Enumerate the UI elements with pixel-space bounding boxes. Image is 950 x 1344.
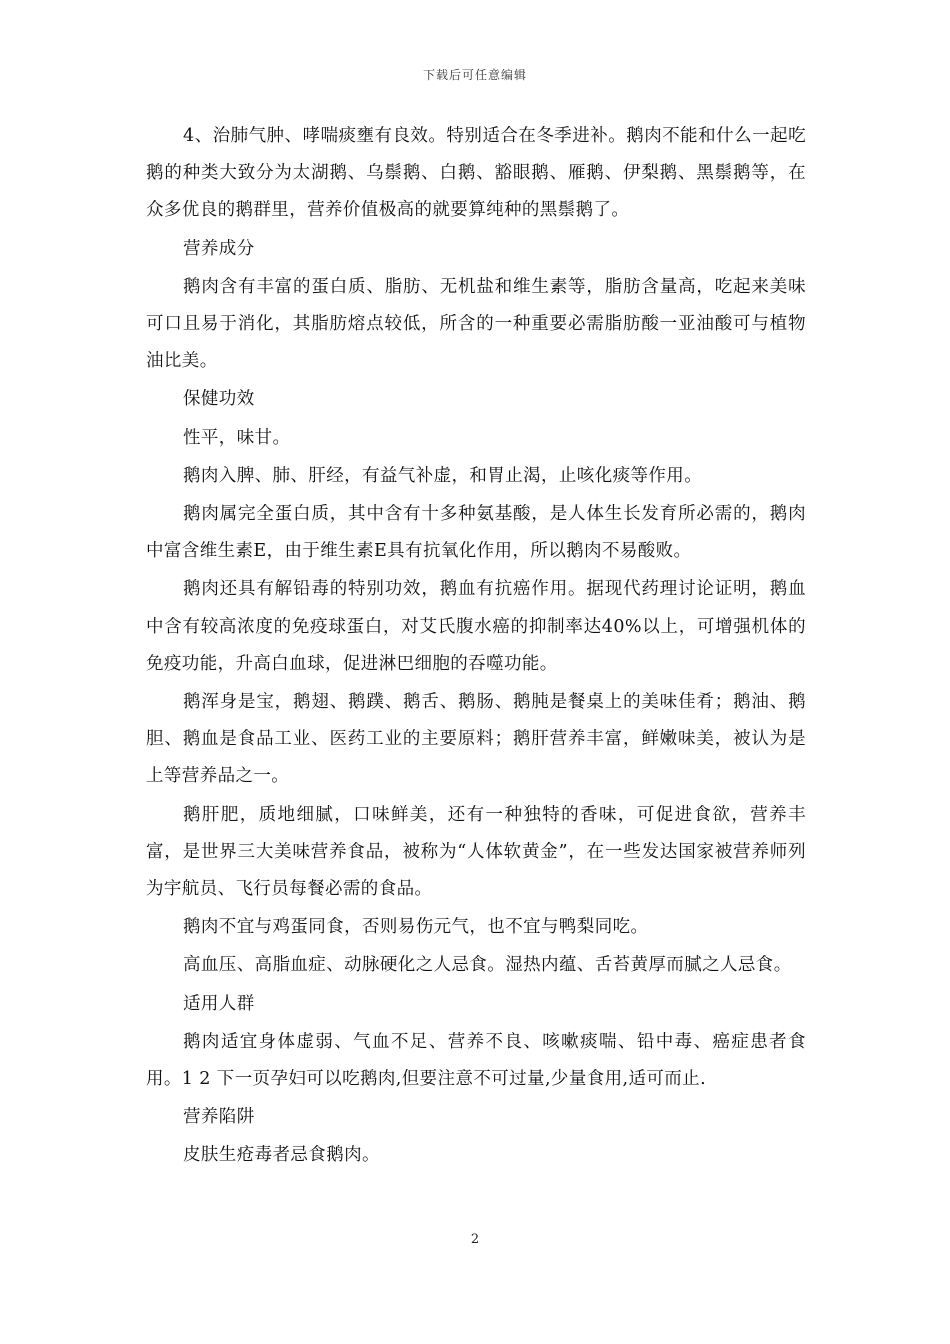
document-body <box>146 118 806 1176</box>
section-heading: 营养陷阱 <box>183 1107 255 1128</box>
page-header: 下载后可任意编辑 <box>422 68 527 82</box>
paragraph: 性平，味甘。 <box>183 427 291 448</box>
paragraph: 4、治肺气肿、哮喘痰壅有良效。特别适合在冬季进补。鹅肉不能和什么一起吃鹅的种类大致分为太湖鹅、乌鬃鹅、白鹅、豁眼鹅、雁鹅、伊梨鹅、黑鬃鹅等，在众多优良的鹅群里，营养价值极高的就要算纯种的黑鬃鹅了。 <box>146 126 806 221</box>
paragraph: 鹅肉属完全蛋白质，其中含有十多种氨基酸，是人体生长发育所必需的，鹅肉中富含维生素E，由于维生素E具有抗氧化作用，所以鹅肉不易酸败。 <box>146 504 806 562</box>
paragraph: 鹅肉还具有解铅毒的特别功效，鹅血有抗癌作用。据现代药理讨论证明，鹅血中含有较高浓度的免疫球蛋白，对艾氏腹水癌的抑制率达40%以上，可增强机体的免疫功能，升高白血球，促进淋巴细胞的吞噬功能。 <box>146 579 806 674</box>
section-heading: 适用人群 <box>183 993 255 1014</box>
paragraph: 鹅肉不宜与鸡蛋同食，否则易伤元气，也不宜与鸭梨同吃。 <box>183 917 649 938</box>
section-heading: 保健功效 <box>183 389 255 410</box>
paragraph: 鹅肉入脾、肺、肝经，有益气补虚，和胃止渴，止咳化痰等作用。 <box>183 465 703 486</box>
paragraph: 皮肤生疮毒者忌食鹅肉。 <box>183 1145 380 1166</box>
paragraph: 鹅肉适宜身体虚弱、气血不足、营养不良、咳嗽痰喘、铅中毒、癌症患者食用。1 2 下一页孕妇可以吃鹅肉,但要注意不可过量,少量食用,适可而止. <box>146 1031 806 1090</box>
paragraph: 鹅浑身是宝，鹅翅、鹅蹼、鹅舌、鹅肠、鹅肫是餐桌上的美味佳肴；鹅油、鹅胆、鹅血是食品工业、医药工业的主要原料；鹅肝营养丰富，鲜嫩味美，被认为是上等营养品之一。 <box>146 692 806 787</box>
section-heading: 营养成分 <box>183 238 255 259</box>
paragraph: 高血压、高脂血症、动脉硬化之人忌食。湿热内蕴、舌苔黄厚而腻之人忌食。 <box>183 955 792 976</box>
paragraph: 鹅肝肥，质地细腻，口味鲜美，还有一种独特的香味，可促进食欲，营养丰富，是世界三大美味营养食品，被称为“人体软黄金”，在一些发达国家被营养师列为宇航员、飞行员每餐必需的食品。 <box>146 804 806 900</box>
page-number: 2 <box>470 1232 480 1247</box>
paragraph: 鹅肉含有丰富的蛋白质、脂肪、无机盐和维生素等，脂肪含量高，吃起来美味可口且易于消化，其脂肪熔点较低，所含的一种重要必需脂肪酸一亚油酸可与植物油比美。 <box>146 276 806 372</box>
